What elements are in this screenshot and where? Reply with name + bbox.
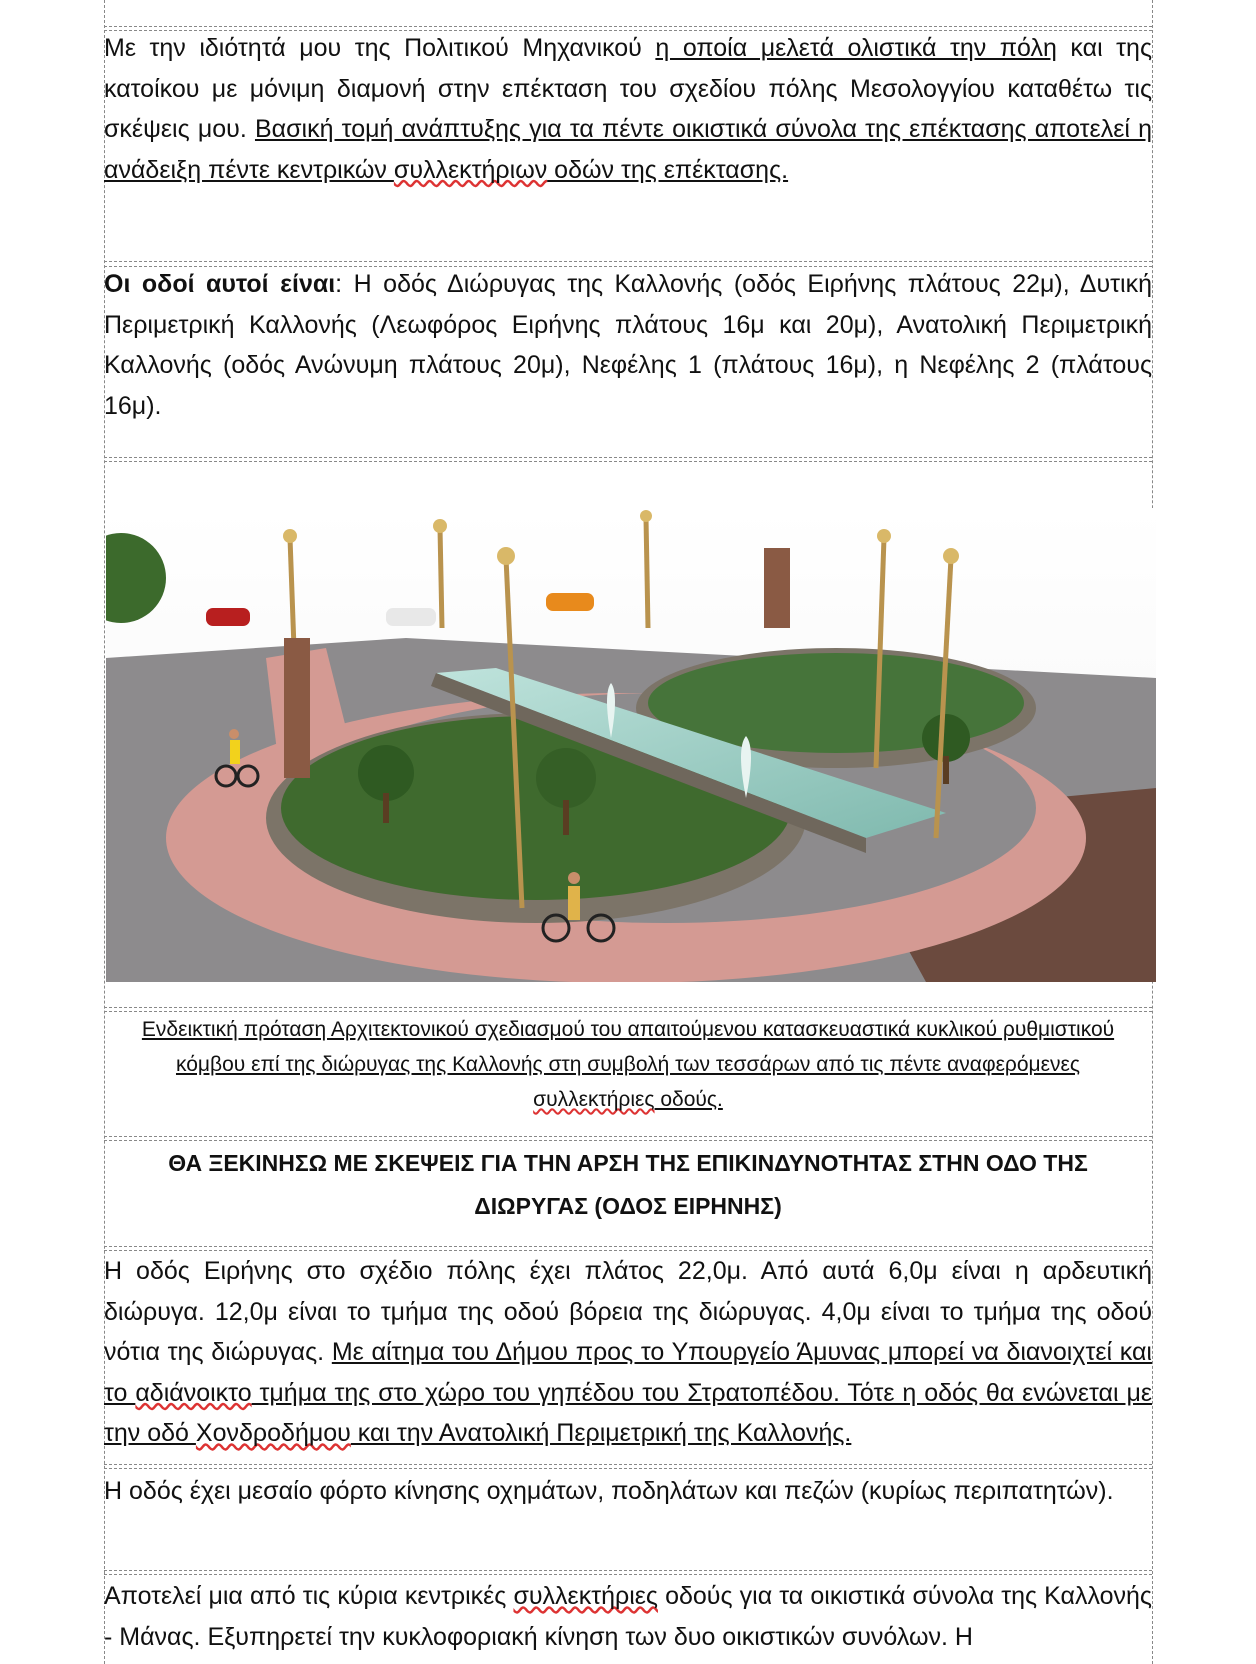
intro-underlined-3: οδών της επέκτασης.	[547, 155, 789, 184]
cell-border	[104, 461, 1152, 462]
tower-sign	[764, 548, 790, 628]
cell-border	[104, 1140, 1152, 1141]
cell-border	[104, 1246, 1152, 1247]
intro-paragraph	[104, 28, 1152, 190]
intro-underlined-1: η οποία μελετά ολιστικά την πόλη	[655, 34, 1057, 62]
figure-caption	[104, 1012, 1152, 1117]
cell-border	[104, 26, 1152, 27]
cell-border	[104, 1574, 1152, 1575]
white-car	[386, 608, 436, 626]
collector-text-1: Αποτελεί μια από τις κύρια κεντρικές	[104, 1582, 514, 1610]
intro-mid: και της κατοίκου με μόνιμη διαμονή στην επέκταση του σχεδίου πόλης Μεσολογγίου καταθέτω τις σκέψεις μου.	[104, 34, 1153, 143]
roads-paragraph	[104, 264, 1152, 426]
cell-border	[104, 261, 1152, 262]
intro-lead: Με την ιδιότητά μου της Πολιτικού Μηχανικού	[104, 34, 656, 62]
road-width-text: Η οδός Ειρήνης στο σχέδιο πόλης έχει πλάτος 22,0μ. Από αυτά 6,0μ είναι η αρδευτική διώρυγα. 12,0μ είναι το τμήμα της οδού βόρεια της διώρυγας. 4,0μ είναι το τμήμα της οδού νότια της διώρυγας.	[104, 1257, 1152, 1366]
road-width-underlined-3: και την Ανατολική Περιμετρική της Καλλονής.	[350, 1419, 852, 1447]
intro-underlined-2: Βασική τομή ανάπτυξης για τα πέντε οικιστικά σύνολα της επέκτασης αποτελεί η ανάδειξη πέντε κεντρικών	[104, 115, 1152, 184]
traffic-text: Η οδός έχει μεσαίο φόρτο κίνησης οχημάτων, ποδηλάτων και πεζών (κυρίως περιπατητών).	[104, 1477, 1114, 1505]
signpost	[284, 638, 310, 778]
cell-border	[104, 1570, 1152, 1571]
heading-line-2: ΔΙΩΡΥΓΑΣ (ΟΔΟΣ ΕΙΡΗΝΗΣ)	[474, 1193, 782, 1219]
section-heading	[104, 1142, 1152, 1228]
red-car	[206, 608, 250, 626]
road-width-spelling-2: Χονδροδήμου	[195, 1419, 351, 1447]
tree	[922, 714, 970, 762]
collector-text-2: οδούς για τα οικιστικά σύνολα της Καλλονής - Μάνας. Εξυπηρετεί την κυκλοφοριακή κίνηση των δυο οικιστικών συνόλων. Η	[104, 1582, 1152, 1651]
cell-border	[104, 1007, 1152, 1008]
road-width-paragraph	[104, 1251, 1152, 1454]
road-width-underlined-2: τμήμα της στο χώρο του γηπέδου του Στρατοπέδου. Τότε η οδός θα ενώνεται με την οδό	[104, 1378, 1152, 1447]
caption-spelling-word: συλλεκτήριες	[533, 1088, 655, 1111]
cell-border	[104, 1136, 1152, 1137]
roads-text: : Η οδός Διώρυγας της Καλλονής (οδός Ειρήνης πλάτους 22μ), Δυτική Περιμετρική Καλλονής (Λεωφόρος Ειρήνης πλάτους 16μ και 20μ), Ανατολική Περιμετρική Καλλονής (οδός Ανώνυμη πλάτους 20μ), Νεφέλης 1 (πλάτους 16μ), η Νεφέλης 2 (πλάτους 16μ).	[104, 270, 1153, 420]
caption-text-2: οδούς.	[654, 1088, 723, 1111]
orange-car	[546, 593, 594, 611]
tree	[358, 745, 414, 801]
cell-border	[104, 457, 1152, 458]
traffic-paragraph	[104, 1471, 1152, 1512]
road-width-underlined-1: Με αίτημα του Δήμου προς το Υπουργείο Άμυνας μπορεί να διανοιχτεί και το	[104, 1338, 1152, 1407]
cell-border	[104, 1464, 1152, 1465]
collector-paragraph	[104, 1576, 1152, 1657]
intro-spelling-word: συλλεκτήριων	[393, 155, 548, 184]
roads-lead: Οι οδοί αυτοί είναι	[104, 270, 336, 298]
road-width-spelling-1: αδιάνοικτο	[135, 1378, 252, 1407]
roundabout-rendering	[106, 508, 1156, 982]
tree	[536, 748, 596, 808]
cell-border	[104, 1468, 1152, 1469]
collector-spelling-word: συλλεκτήριες	[513, 1582, 658, 1610]
heading-line-1: ΘΑ ΞΕΚΙΝΗΣΩ ΜΕ ΣΚΕΨΕΙΣ ΓΙΑ ΤΗΝ ΑΡΣΗ ΤΗΣ ΕΠΙΚΙΝΔΥΝΟΤΗΤΑΣ ΣΤΗΝ ΟΔΟ ΤΗΣ	[168, 1150, 1088, 1176]
caption-text-1: Ενδεικτική πρόταση Αρχιτεκτονικού σχεδιασμού του απαιτούμενου κατασκευαστικά κυκλικού ρυθμιστικού κόμβου επί της διώρυγας της Καλλονής στη συμβολή των τεσσάρων από τις πέντε αναφερόμενες	[141, 1018, 1115, 1076]
